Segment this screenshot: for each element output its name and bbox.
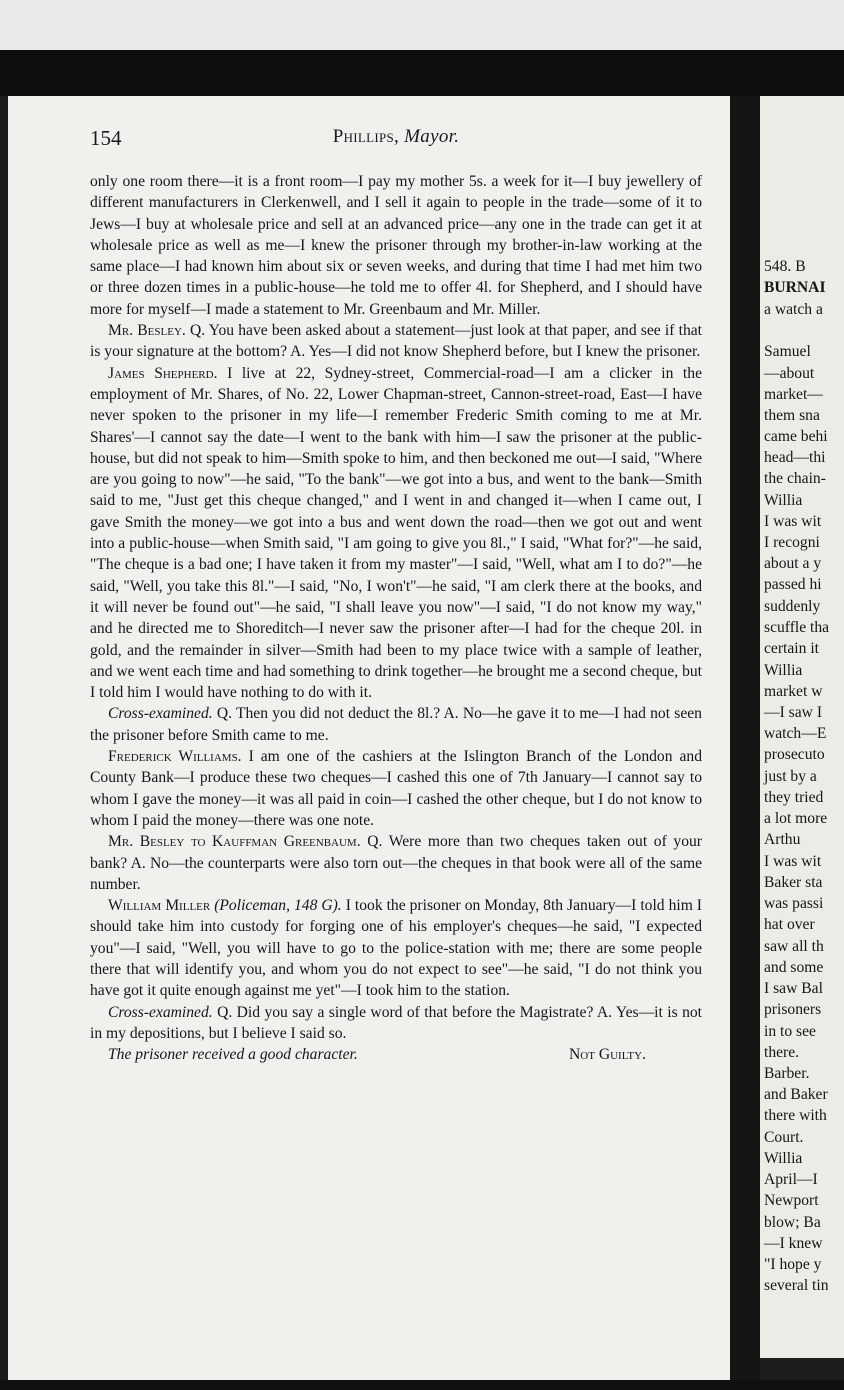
scan-top-fringe: [0, 0, 844, 50]
adjacent-page-line: I saw Bal: [764, 980, 823, 997]
adjacent-page-line: prisoners: [764, 1001, 822, 1018]
running-title-name: Phillips,: [332, 126, 400, 147]
paragraph-cross-examined: [90, 703, 702, 746]
page-number: 154: [90, 126, 122, 150]
paragraph-text: I live at 22, Sydney-street, Commercial-road—I am a clicker in the employment of Mr. Shares, of No. 22, Lower Chapman-street, Cannon-street-road, East—I have never spoken to the prisoner in my life—I remember Frederic Smith coming to me at Mr. Shares'—I cannot say the date—I went to the bank with him—I saw the prisoner at the public-house, but did not speak to him—Smith spoke to him, and then beckoned me out—I said, "Where are you going to now"—he said, "To the bank"—we got into a bus, and went to the bank—Smith said to me, "Just get this cheque changed," and I went in and changed it—when I came out, I gave Smith the money—we got into a bus and went down the road—then we got out and went into a public-house—when Smith said, "I am going to give you 8l.," I said, "What for?"—he said, "The cheque is a bad one; I have taken it from my master"—I said, "Well, what am I to do?"—he said, "Well, you take this 8l."—I said, "No, I won't"—he said, "I am clerk there at the books, and it will never be found out"—he said, "I shall leave you now"—I said, "I do not know my way," and he directed me to Shoreditch—I never saw the prisoner after—I had for the cheque 20l. in gold, and the remainder in silver—Smith had been to my place twice with a sample of leather, and we went each time and had something to drink together—he brought me a second cheque, but I told him I would have nothing to do with it.: [90, 364, 702, 702]
paragraph-text: Q. You have been asked about a statement—just look at that paper, and see if that is your signature at the bottom? A. Yes—I did not know Shepherd before, but I knew the prisoner.: [90, 322, 702, 361]
adjacent-page-line: Samuel: [764, 343, 811, 360]
paragraph-text: Q. Were more than two cheques taken out of your bank? A. No—the counterparts were also torn out—the cheques in that book were all of the same number.: [90, 833, 702, 893]
scan-dark-band: [0, 50, 844, 96]
running-title: [90, 126, 702, 148]
paragraph-text: I am one of the cashiers at the Islington Branch of the London and County Bank—I produce these two cheques—I cashed this one of 7th January—I cannot say to whom I gave the money—it was all paid in coin—I cashed the other cheque, but I do not know to whom I paid the money—there was one note.: [90, 748, 703, 829]
speaker-name: William Miller: [108, 897, 211, 915]
adjacent-page-line: came behi: [764, 428, 828, 445]
adjacent-page-line: —I saw I: [764, 704, 823, 721]
character-note: The prisoner received a good character.: [108, 1046, 358, 1064]
adjacent-page-line: watch—E: [764, 725, 827, 742]
adjacent-page-line: market—: [764, 386, 823, 403]
adjacent-page-line: they tried: [764, 789, 824, 806]
adjacent-page-line: in to see: [764, 1023, 816, 1040]
book-page: [8, 96, 730, 1380]
speaker-name: Frederick Williams.: [108, 748, 242, 766]
adjacent-page-line: Newport: [764, 1192, 819, 1209]
adjacent-page-line: several tin: [764, 1277, 829, 1294]
adjacent-page-line: BURNAI: [764, 279, 826, 296]
adjacent-page-line: there.: [764, 1044, 800, 1061]
paragraph-william-miller: [90, 895, 702, 1001]
paragraph-text: Q. Did you say a single word of that before the Magistrate? A. Yes—it is not in my depositions, but I believe I said so.: [90, 1003, 702, 1042]
adjacent-page-line: Willia: [764, 1150, 803, 1167]
adjacent-page-line: saw all th: [764, 938, 824, 955]
page-header: [90, 126, 702, 156]
adjacent-page-line: market w: [764, 683, 823, 700]
adjacent-page-line: April—I: [764, 1171, 818, 1188]
adjacent-page-line: I was wit: [764, 853, 822, 870]
adjacent-page-line: head—thi: [764, 449, 826, 466]
adjacent-page-line: suddenly: [764, 598, 821, 615]
adjacent-page-line: a lot more: [764, 810, 828, 827]
adjacent-page-line: Willia: [764, 662, 803, 679]
adjacent-page-line: them sna: [764, 407, 820, 424]
adjacent-page-fragment: [760, 96, 844, 1358]
adjacent-page-line: I was wit: [764, 513, 822, 530]
verdict: Not Guilty.: [569, 1046, 646, 1064]
scan-bottom-band: [0, 1380, 844, 1390]
adjacent-page-line: Baker sta: [764, 874, 823, 891]
adjacent-page-line: —about: [764, 365, 815, 382]
speaker-name: James Shepherd.: [108, 364, 218, 382]
adjacent-page-line: blow; Ba: [764, 1214, 821, 1231]
adjacent-page-line: 548. B: [764, 258, 806, 275]
running-title-office: Mayor.: [404, 126, 460, 147]
cross-examined-label: Cross-examined.: [108, 1003, 213, 1021]
adjacent-page-line: —I knew: [764, 1235, 823, 1252]
adjacent-page-line: and Baker: [764, 1086, 828, 1103]
speaker-role: (Policeman, 148 G).: [214, 897, 342, 915]
adjacent-page-line: a watch a: [764, 301, 823, 318]
paragraph-cross-examined-2: [90, 1002, 702, 1045]
adjacent-page-line: Barber.: [764, 1065, 810, 1082]
cross-examined-label: Cross-examined.: [108, 705, 213, 723]
adjacent-page-line: was passi: [764, 895, 824, 912]
adjacent-page-line: just by a: [764, 768, 817, 785]
speaker-name: Mr. Besley to Kauffman Greenbaum.: [108, 833, 361, 851]
adjacent-page-line: prosecuto: [764, 746, 825, 763]
adjacent-page-line: I recogni: [764, 534, 820, 551]
speaker-name: Mr. Besley.: [108, 322, 186, 340]
adjacent-page-line: hat over: [764, 916, 815, 933]
paragraph-text: Q. Then you did not deduct the 8l.? A. No—he gave it to me—I had not seen the prisoner before Smith came to me.: [90, 705, 702, 744]
adjacent-page-line: scuffle tha: [764, 619, 830, 636]
adjacent-page-line: Arthu: [764, 831, 801, 848]
adjacent-page-line: Willia: [764, 492, 803, 509]
adjacent-page-line: and some: [764, 959, 824, 976]
adjacent-page-line: there with: [764, 1107, 827, 1124]
adjacent-page-line: passed hi: [764, 576, 822, 593]
adjacent-page-line: "I hope y: [764, 1256, 822, 1273]
adjacent-page-line: the chain-: [764, 470, 826, 487]
book-gutter: [730, 96, 760, 1390]
verdict-line: [90, 1044, 702, 1065]
paragraph-frederick-williams: [90, 746, 702, 831]
paragraph-continued: only one room there—it is a front room—I pay my mother 5s. a week for it—I buy jewellery of different manufacturers in Clerkenwell, and I sell it again to people in the trade—some of it to Jews—I buy at wholesale price and sell at an advanced price—any one in the trade can get it at wholesale price as well as me—I knew the prisoner through my brother-in-law working at the same place—I had known him about six or seven weeks, and during that time I had met him two or three dozen times in a public-house—he told me to offer 4l. for Shepherd, and I should have more for myself—I made a statement to Mr. Greenbaum and Mr. Miller.: [90, 173, 702, 318]
adjacent-page-line: certain it: [764, 640, 819, 657]
paragraph-james-shepherd: [90, 363, 702, 704]
adjacent-page-line: Court.: [764, 1129, 804, 1146]
paragraph-text: I took the prisoner on Monday, 8th January—I told him I should take him into custody for forging one of his employer's cheques—he said, "I expected you"—I said, "Well, you will have to go to the police-station with me; there are some people there that will identify you, and whom you do not expect to see"—he said, "I do not think you have got it quite enough against me yet"—I took him to the station.: [90, 897, 703, 1000]
adjacent-page-line: about a y: [764, 555, 822, 572]
paragraph-besley-to-greenbaum: [90, 831, 702, 895]
page-body: [90, 171, 702, 1065]
paragraph-besley-question: [90, 320, 702, 363]
